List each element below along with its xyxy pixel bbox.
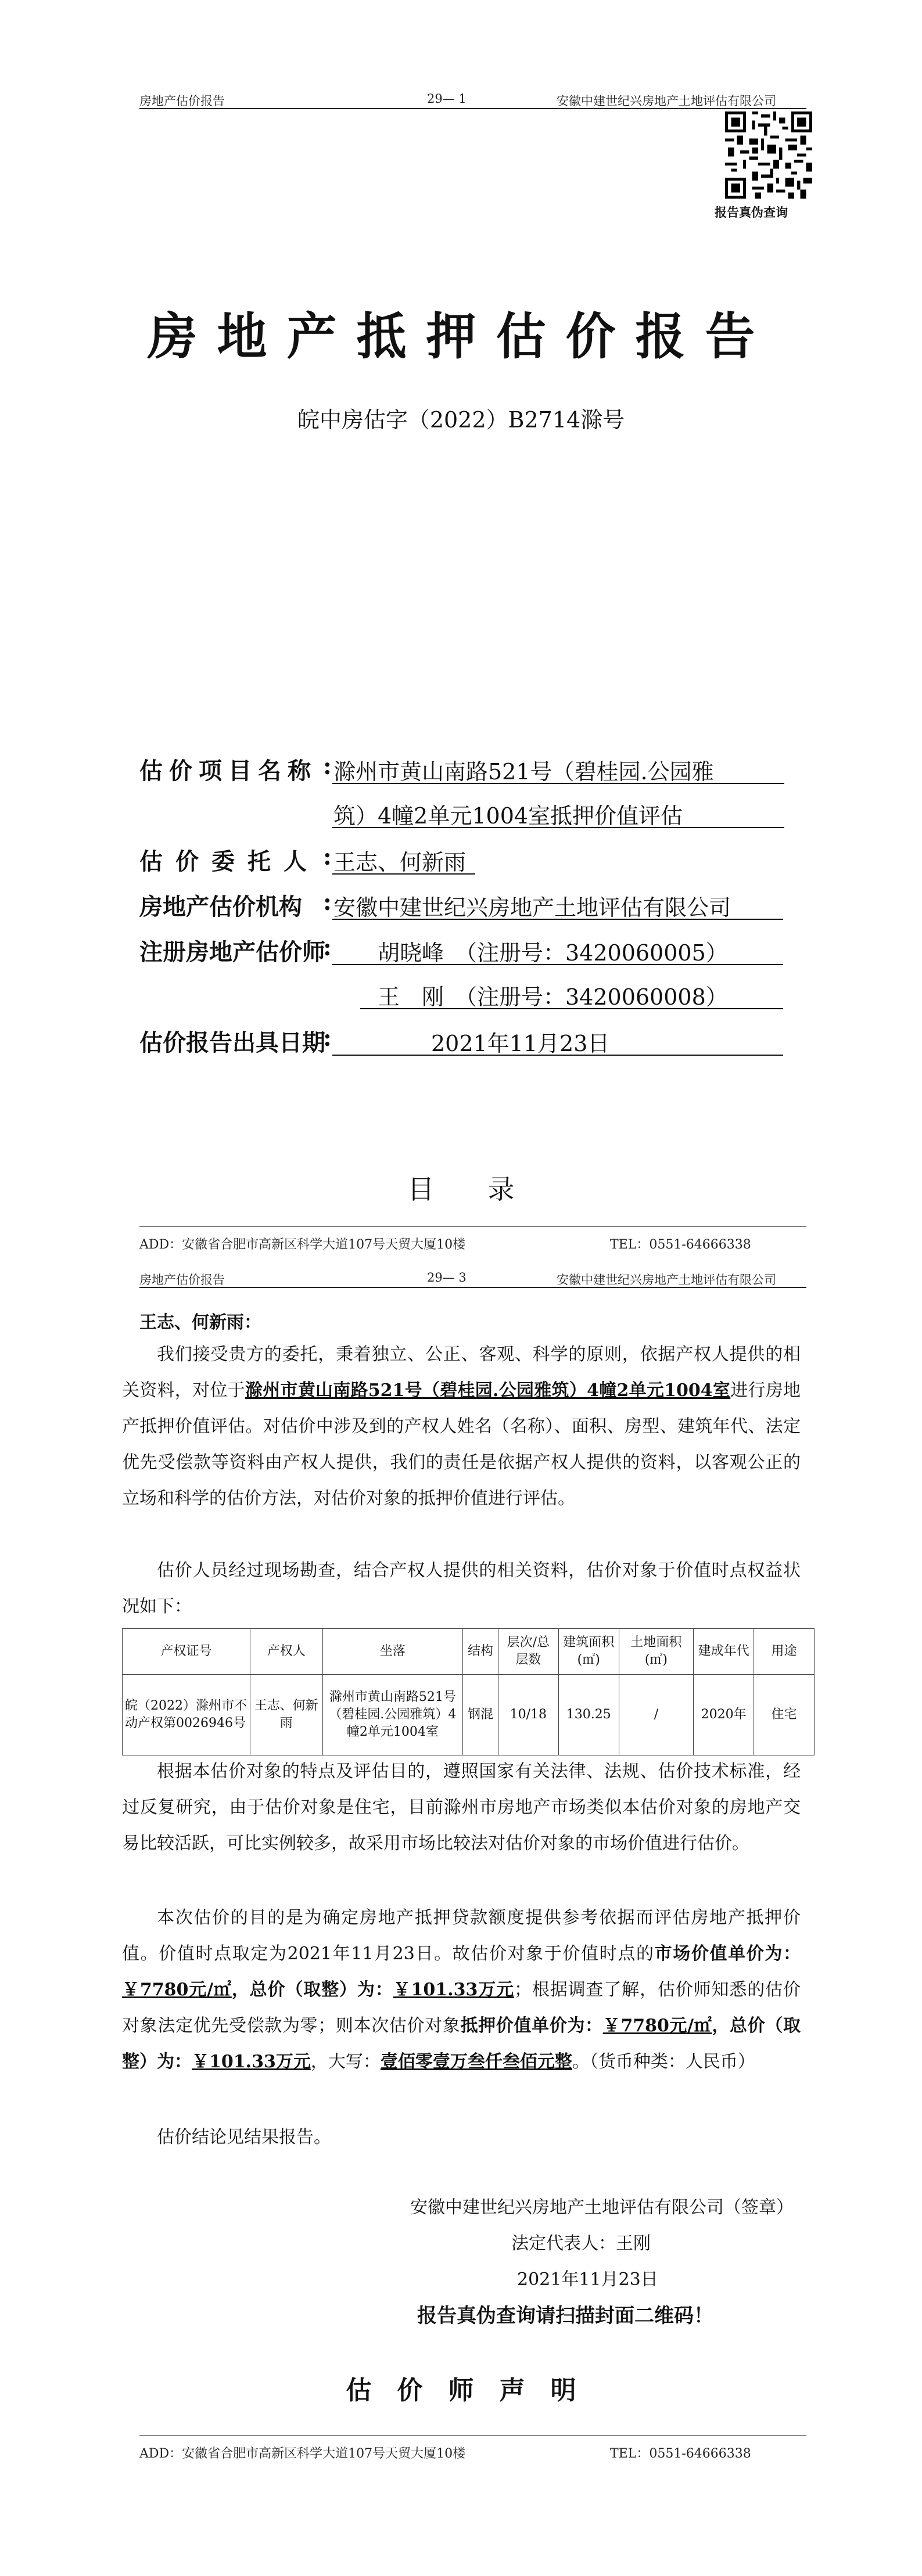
table-header-cell: 土地面积(㎡) xyxy=(619,1629,694,1675)
project-underline-2 xyxy=(332,827,784,828)
table-row xyxy=(123,1675,815,1755)
table-header-cell: 层次/总层数 xyxy=(498,1629,558,1675)
appraiser-label: 注册房地产估价师 xyxy=(139,938,325,966)
project-underline-1 xyxy=(332,783,784,784)
table-cell: 皖（2022）滁州市不动产权第0026946号 xyxy=(123,1675,250,1755)
verification-notice: 报告真伪查询请扫描封面二维码！ xyxy=(417,2304,713,2327)
footer-rule xyxy=(139,1226,806,1227)
sign-representative: 法定代表人：王刚 xyxy=(511,2233,651,2254)
table-cell: 钢混 xyxy=(463,1675,498,1755)
client-colon: : xyxy=(323,843,332,870)
table-header-cell: 产权证号 xyxy=(123,1629,250,1675)
paragraph-3 xyxy=(122,1754,801,1862)
project-name-line1: 滁州市黄山南路521号（碧桂园.公园雅 xyxy=(333,759,714,785)
p4-mortgage-total: ￥101.33万元 xyxy=(192,2052,311,2072)
p2-text: 估价人员经过现场勘查，结合产权人提供的相关资料，估价对象于价值时点权益状况如下： xyxy=(122,1560,801,1617)
agency-colon: : xyxy=(323,888,332,916)
table-cell: 滁州市黄山南路521号（碧桂园.公园雅筑）4幢2单元1004室 xyxy=(322,1675,463,1755)
table-header-cell: 用途 xyxy=(754,1629,815,1675)
appraiser-colon: : xyxy=(323,934,332,961)
date-value: 2021年11月23日 xyxy=(431,1031,610,1056)
appraiser-1-underline xyxy=(332,964,783,965)
p4-text-g: 。（货币种类：人民币） xyxy=(572,2052,755,2072)
report-number: 皖中房估字（2022）B2714滁号 xyxy=(297,407,625,433)
sign-date: 2021年11月23日 xyxy=(517,2269,658,2290)
table-header-cell: 建筑面积(㎡) xyxy=(558,1629,619,1675)
date-underline xyxy=(332,1055,783,1056)
header-rule xyxy=(139,108,806,109)
property-table xyxy=(122,1628,815,1755)
client-value: 王志、何新雨 xyxy=(333,850,467,875)
table-cell: 130.25 xyxy=(558,1675,619,1755)
table-header-cell: 建成年代 xyxy=(694,1629,754,1675)
footer-tel: TEL：0551-64666338 xyxy=(610,1237,751,1252)
date-label: 估价报告出具日期 xyxy=(139,1029,325,1056)
table-cell: 住宅 xyxy=(754,1675,815,1755)
table-header-cell: 坐落 xyxy=(322,1629,463,1675)
table-header-cell: 结构 xyxy=(463,1629,498,1675)
agency-value: 安徽中建世纪兴房地产土地评估有限公司 xyxy=(333,895,731,920)
qr-code-icon[interactable] xyxy=(725,111,812,199)
table-cell: 王志、何新雨 xyxy=(250,1675,322,1755)
header-page-number: 29— 3 xyxy=(427,1271,467,1285)
appraiser-2: 王 刚 （注册号：3420060008） xyxy=(378,984,728,1010)
client-underline xyxy=(332,873,475,875)
header-right: 安徽中建世纪兴房地产土地评估有限公司 xyxy=(557,94,776,108)
p1-address: 滁州市黄山南路521号（碧桂园.公园雅筑）4幢2单元1004室 xyxy=(245,1380,731,1401)
paragraph-5 xyxy=(122,2120,801,2156)
footer-rule xyxy=(139,2435,806,2436)
qr-caption: 报告真伪查询 xyxy=(715,205,788,220)
p4-market-total: ￥101.33万元 xyxy=(393,1980,514,2000)
p4-text-a: 本次估价的目的是为确定房地产抵押贷款额度提供参考依据而评估房地产抵押价值。价值时点取定为2021年11月23日。故估价对象于价值时点的 xyxy=(122,1908,801,1964)
appraiser-1: 胡晓峰 （注册号：3420060005） xyxy=(378,940,728,966)
p4-mortgage-unit-price: ￥7780元/㎡ xyxy=(602,2016,712,2036)
table-cell: / xyxy=(619,1675,694,1755)
appraiser-2-underline xyxy=(360,1008,783,1009)
header-left: 房地产估价报告 xyxy=(139,94,225,108)
header-page-number: 29— 1 xyxy=(427,92,467,106)
toc-title: 目 录 xyxy=(407,1174,515,1205)
p1-text-b: 进行房地产抵押价值评估。对估价中涉及到的产权人姓名（名称）、面积、房型、建筑年代、法定优先受偿款等资料由产权人提供，我们的责任是依据产权人提供的资料，以客观公正的立场和科学的估价方法，对估价对象的抵押价值进行评估。 xyxy=(122,1380,801,1509)
p4-text-c: ；根据调查了解，估价师知悉的估价对象法定优先受偿款为零；则本次估价对象 xyxy=(122,1980,801,2036)
header-right: 安徽中建世纪兴房地产土地评估有限公司 xyxy=(557,1273,776,1287)
sign-company: 安徽中建世纪兴房地产土地评估有限公司（签章） xyxy=(410,2197,794,2218)
agency-underline xyxy=(332,919,783,920)
p1-text-a: 我们接受贵方的委托，秉着独立、公正、客观、科学的原则，依据产权人提供的相关资料，对位于 xyxy=(122,1344,801,1401)
paragraph-1 xyxy=(122,1337,801,1517)
p4-text-e: ，大写： xyxy=(310,2052,381,2072)
project-colon: : xyxy=(323,753,332,780)
table-header-cell: 产权人 xyxy=(250,1629,322,1675)
table-header-row xyxy=(123,1629,815,1675)
footer-address: ADD：安徽省合肥市高新区科学大道107号天贸大厦10楼 xyxy=(139,1237,466,1252)
report-title: 房地产抵押估价报告 xyxy=(147,307,775,366)
table-cell: 2020年 xyxy=(694,1675,754,1755)
agency-label: 房地产估价机构 xyxy=(139,893,302,920)
date-colon: : xyxy=(323,1024,332,1052)
p4-mortgage-unit-label: 抵押价值单价为： xyxy=(460,2016,603,2036)
p5-text: 估价结论见结果报告。 xyxy=(157,2127,331,2147)
header-rule xyxy=(139,1287,806,1288)
header-left: 房地产估价报告 xyxy=(139,1273,225,1287)
footer-tel: TEL：0551-64666338 xyxy=(610,2447,751,2461)
table-cell: 10/18 xyxy=(498,1675,558,1755)
p4-amount-in-words: 壹佰零壹万叁仟叁佰元整 xyxy=(380,2052,572,2072)
p4-market-unit-label: 市场价值单价为： xyxy=(654,1944,801,1964)
client-label: 估价委托人 xyxy=(139,848,320,875)
paragraph-2 xyxy=(122,1553,801,1625)
project-name-line2: 筑）4幢2单元1004室抵押价值评估 xyxy=(333,803,683,829)
footer-address: ADD：安徽省合肥市高新区科学大道107号天贸大厦10楼 xyxy=(139,2447,466,2461)
project-name-label: 估价项目名称 xyxy=(139,757,317,785)
statement-title: 估 价 师 声 明 xyxy=(346,2376,576,2405)
p4-market-unit-price: ￥7780元/㎡ xyxy=(122,1980,232,2000)
p4-market-total-label: ，总价（取整）为： xyxy=(231,1980,393,2000)
salutation: 王志、何新雨： xyxy=(139,1312,261,1333)
p3-text: 根据本估价对象的特点及评估目的，遵照国家有关法律、法规、估价技术标准，经过反复研究，由于估价对象是住宅，目前滁州市房地产市场类似本估价对象的房地产交易比较活跃，可比实例较多，故采用市场比较法对估价对象的市场价值进行估价。 xyxy=(122,1761,801,1854)
paragraph-4 xyxy=(122,1900,801,2080)
p4-mortgage-total-label: ，总价（取整）为： xyxy=(122,2016,801,2072)
